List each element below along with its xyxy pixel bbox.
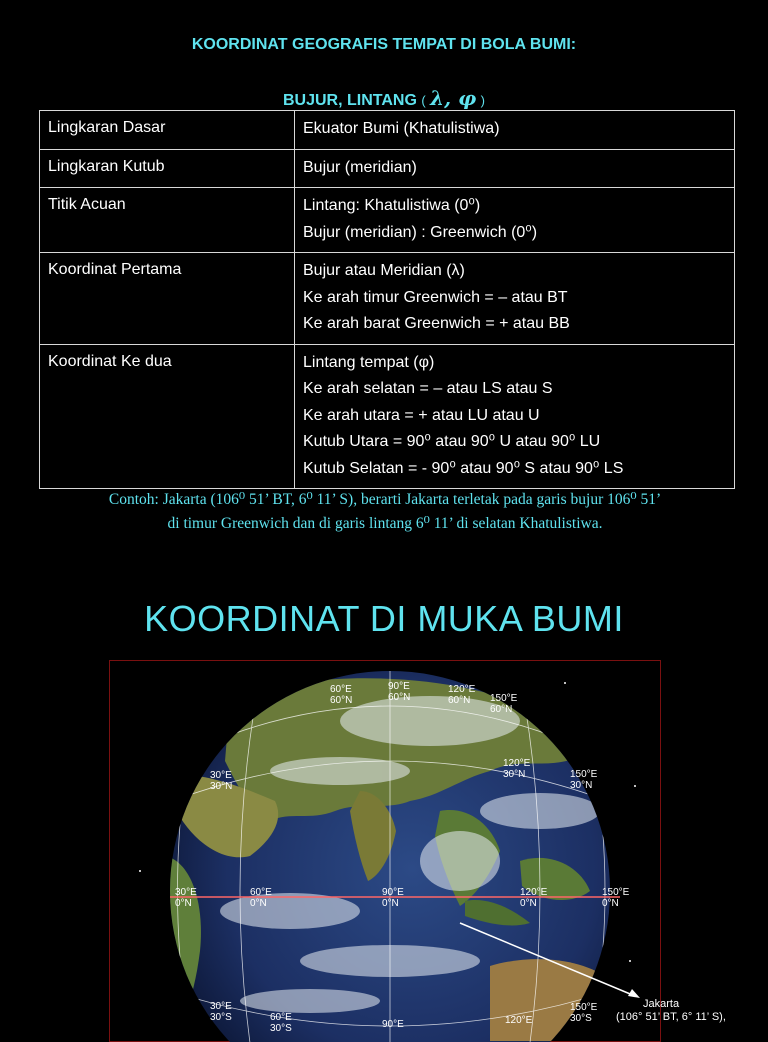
label-150e-30n-b: 30°N bbox=[570, 780, 593, 791]
example-line-2: di timur Greenwich dan di garis lintang 6⁰ 11’ di selatan Khatulistiwa. bbox=[167, 515, 603, 532]
label-150e-30n-a: 150°E bbox=[570, 769, 598, 780]
label-150e-30s-b: 30°S bbox=[570, 1013, 592, 1024]
example-line-1: Contoh: Jakarta (106⁰ 51’ BT, 6⁰ 11’ S), berarti Jakarta terletak pada garis bujur 106⁰ 51’ bbox=[108, 491, 662, 508]
row-description bbox=[295, 188, 735, 253]
description-line: Ke arah selatan = – atau LS atau S bbox=[303, 380, 553, 397]
label-60e-60n-b: 60°N bbox=[330, 695, 353, 706]
section-title: KOORDINAT DI MUKA BUMI bbox=[144, 598, 624, 639]
jakarta-label: Jakarta bbox=[643, 998, 680, 1010]
description-line: Ke arah barat Greenwich = + atau BB bbox=[303, 315, 570, 332]
subtitle-paren-open: ( bbox=[421, 93, 426, 108]
row-label: Lingkaran Dasar bbox=[40, 111, 295, 150]
label-120e-0n-b: 0°N bbox=[520, 898, 537, 909]
coordinate-table bbox=[39, 110, 735, 489]
label-150e-30s-a: 150°E bbox=[570, 1002, 598, 1013]
label-30e-0n-b: 0°N bbox=[175, 898, 192, 909]
description-line: Bujur (meridian) : Greenwich (0⁰) bbox=[303, 223, 538, 241]
label-60e-0n-a: 60°E bbox=[250, 887, 272, 898]
label-150e-60n-a: 150°E bbox=[490, 693, 518, 704]
subtitle-prefix: BUJUR, LINTANG bbox=[282, 92, 422, 109]
row-label: Koordinat Pertama bbox=[40, 253, 295, 345]
example-text bbox=[30, 488, 740, 536]
table-row bbox=[40, 111, 735, 150]
label-90e-60n-b: 60°N bbox=[388, 692, 411, 703]
description-line: Lintang: Khatulistiwa (0⁰) bbox=[303, 197, 481, 214]
row-description bbox=[295, 149, 735, 188]
subtitle-paren-close: ) bbox=[480, 93, 485, 108]
row-label: Titik Acuan bbox=[40, 188, 295, 253]
description-line: Bujur atau Meridian (λ) bbox=[303, 262, 465, 279]
row-description bbox=[295, 253, 735, 345]
label-120e-30n-b: 30°N bbox=[503, 769, 526, 780]
table-row bbox=[40, 149, 735, 188]
land-africa bbox=[130, 856, 201, 1041]
globe-image bbox=[109, 660, 726, 1042]
description-line: Ke arah utara = + atau LU atau U bbox=[303, 406, 540, 424]
label-90e-0n-a: 90°E bbox=[382, 887, 404, 898]
land-australia bbox=[490, 959, 620, 1041]
description-line: Kutub Utara = 90⁰ atau 90⁰ U atau 90⁰ LU bbox=[303, 433, 601, 450]
row-label: Lingkaran Kutub bbox=[40, 149, 295, 188]
label-90e-0n-b: 0°N bbox=[382, 898, 399, 909]
jakarta-coordinates: (106° 51’ BT, 6° 11’ S), bbox=[616, 1011, 726, 1023]
table-row bbox=[40, 344, 735, 489]
label-120e-30s-a: 120°E bbox=[505, 1015, 533, 1026]
globe-svg bbox=[110, 661, 726, 1041]
label-150e-60n-b: 60°N bbox=[490, 704, 513, 715]
description-line: Bujur (meridian) bbox=[303, 158, 417, 176]
label-90e-30s-a: 90°E bbox=[382, 1019, 404, 1030]
label-60e-60n-a: 60°E bbox=[330, 684, 352, 695]
label-120e-30n-a: 120°E bbox=[503, 758, 531, 769]
label-120e-0n-a: 120°E bbox=[520, 887, 548, 898]
label-120e-60n-a: 120°E bbox=[448, 684, 476, 695]
description-line: Ekuator Bumi (Khatulistiwa) bbox=[303, 120, 500, 137]
label-60e-30s-a: 60°E bbox=[270, 1012, 292, 1023]
page-subtitle bbox=[0, 86, 768, 110]
page-title: KOORDINAT GEOGRAFIS TEMPAT DI BOLA BUMI: bbox=[191, 36, 577, 53]
label-150e-0n-a: 150°E bbox=[602, 887, 630, 898]
coordinate-table-body bbox=[40, 111, 735, 489]
label-150e-0n-b: 0°N bbox=[602, 898, 619, 909]
label-30e-30n-a: 30°E bbox=[210, 770, 232, 781]
label-30e-0n-a: 30°E bbox=[175, 887, 197, 898]
subtitle-symbols: λ, φ bbox=[430, 86, 477, 110]
table-row bbox=[40, 188, 735, 253]
label-30e-30n-b: 30°N bbox=[210, 781, 233, 792]
row-description bbox=[295, 111, 735, 150]
description-line: Kutub Selatan = - 90⁰ atau 90⁰ S atau 90⁰ LS bbox=[303, 459, 624, 477]
row-description bbox=[295, 344, 735, 489]
label-120e-60n-b: 60°N bbox=[448, 695, 471, 706]
label-60e-0n-b: 0°N bbox=[250, 898, 267, 909]
label-30e-30s-b: 30°S bbox=[210, 1012, 232, 1023]
description-line: Ke arah timur Greenwich = – atau BT bbox=[303, 288, 568, 306]
row-label: Koordinat Ke dua bbox=[40, 344, 295, 489]
table-row bbox=[40, 253, 735, 345]
label-90e-60n-a: 90°E bbox=[388, 681, 410, 692]
label-60e-30s-b: 30°S bbox=[270, 1023, 292, 1034]
description-line: Lintang tempat (φ) bbox=[303, 353, 435, 371]
label-30e-30s-a: 30°E bbox=[210, 1001, 232, 1012]
jakarta-arrowhead bbox=[628, 989, 640, 998]
